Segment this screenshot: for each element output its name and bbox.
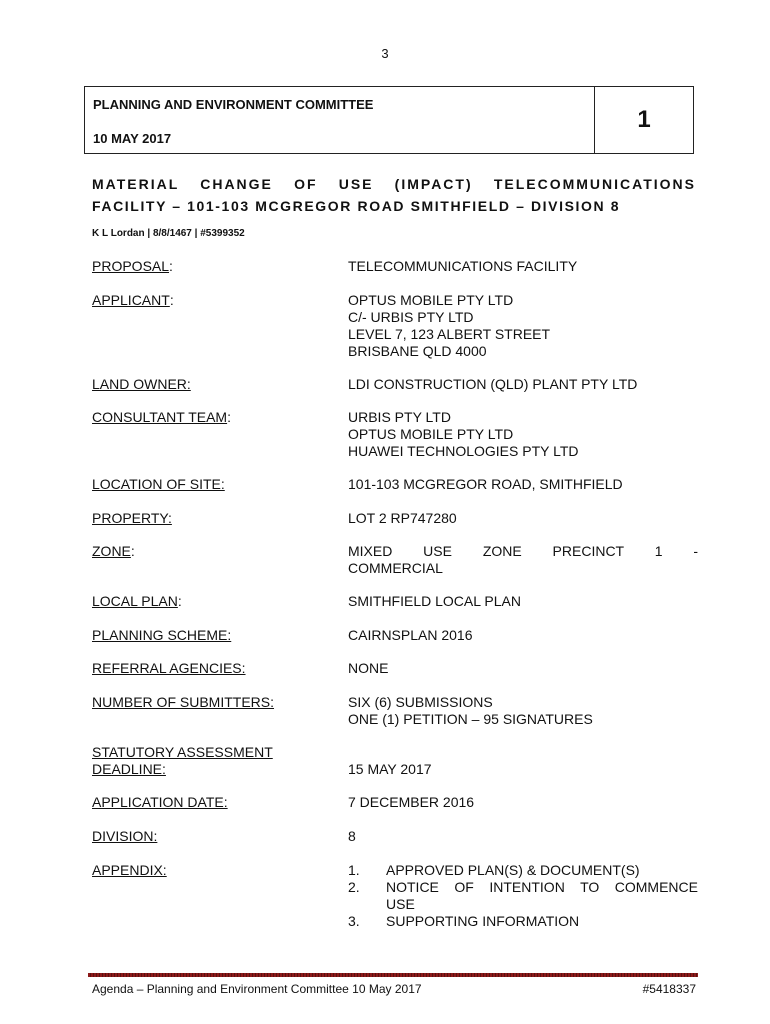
detail-label-local-plan: LOCAL PLAN: [92,593,182,609]
report-title-line-2: FACILITY – 101-103 MCGREGOR ROAD SMITHFIELD – DIVISION 8 [92,198,621,214]
detail-value-local-plan: SMITHFIELD LOCAL PLAN [348,593,521,609]
detail-label-appendix: APPENDIX: [92,862,167,878]
report-title-line-1: MATERIAL CHANGE OF USE (IMPACT) TELECOMMUNICATIONS [92,176,696,192]
detail-label-submitters: NUMBER OF SUBMITTERS: [92,694,275,710]
appendix-list [348,862,698,930]
detail-label-consultant-team: CONSULTANT TEAM: [92,409,231,425]
detail-label-proposal: PROPOSAL: [92,258,173,274]
detail-value-division: 8 [348,828,356,844]
detail-label-zone: ZONE: [92,543,135,559]
detail-value-application-date: 7 DECEMBER 2016 [348,794,475,810]
detail-value-planning-scheme: CAIRNSPLAN 2016 [348,627,473,643]
page-number: 3 [381,46,389,61]
detail-label-planning-scheme: PLANNING SCHEME: [92,627,232,643]
header-left-cell [85,87,595,153]
report-title [92,173,696,217]
detail-label-division: DIVISION: [92,828,158,844]
appendix-item: 3. SUPPORTING INFORMATION [348,913,580,929]
detail-value-applicant: OPTUS MOBILE PTY LTD C/- URBIS PTY LTD LEVEL 7, 123 ALBERT STREET BRISBANE QLD 4000 [348,292,551,359]
detail-label-location: LOCATION OF SITE: [92,476,225,492]
detail-label-application-date: APPLICATION DATE: [92,794,228,810]
detail-value-statutory-deadline: 15 MAY 2017 [348,761,432,777]
meeting-date: 10 MAY 2017 [93,131,172,146]
detail-value-land-owner: LDI CONSTRUCTION (QLD) PLANT PTY LTD [348,376,638,392]
item-number: 1 [637,106,651,133]
appendix-item: 2. NOTICE OF INTENTION TO COMMENCE USE [348,879,698,912]
appendix-item: 1. APPROVED PLAN(S) & DOCUMENT(S) [348,862,640,878]
detail-value-zone: MIXED USE ZONE PRECINCT 1 - COMMERCIAL [348,543,698,576]
footer-divider [88,973,698,977]
committee-name: PLANNING AND ENVIRONMENT COMMITTEE [93,97,374,112]
footer-document-number: #5418337 [642,982,696,996]
detail-value-property: LOT 2 RP747280 [348,510,457,526]
detail-value-referral-agencies: NONE [348,660,389,676]
detail-label-statutory-deadline: STATUTORY ASSESSMENT DEADLINE: [92,744,273,777]
footer-agenda-title: Agenda – Planning and Environment Committee 10 May 2017 [92,982,422,996]
agenda-header-box [84,86,694,154]
detail-value-appendix [348,862,698,930]
detail-label-referral-agencies: REFERRAL AGENCIES: [92,660,246,676]
detail-label-land-owner: LAND OWNER: [92,376,191,392]
detail-value-location: 101-103 MCGREGOR ROAD, SMITHFIELD [348,476,623,492]
detail-value-proposal: TELECOMMUNICATIONS FACILITY [348,258,578,274]
detail-label-property: PROPERTY: [92,510,172,526]
detail-label-applicant: APPLICANT: [92,292,174,308]
detail-value-submitters: SIX (6) SUBMISSIONS ONE (1) PETITION – 95 SIGNATURES [348,694,593,727]
detail-value-consultant-team: URBIS PTY LTD OPTUS MOBILE PTY LTD HUAWEI TECHNOLOGIES PTY LTD [348,409,579,459]
author-reference: K L Lordan | 8/8/1467 | #5399352 [92,228,245,239]
